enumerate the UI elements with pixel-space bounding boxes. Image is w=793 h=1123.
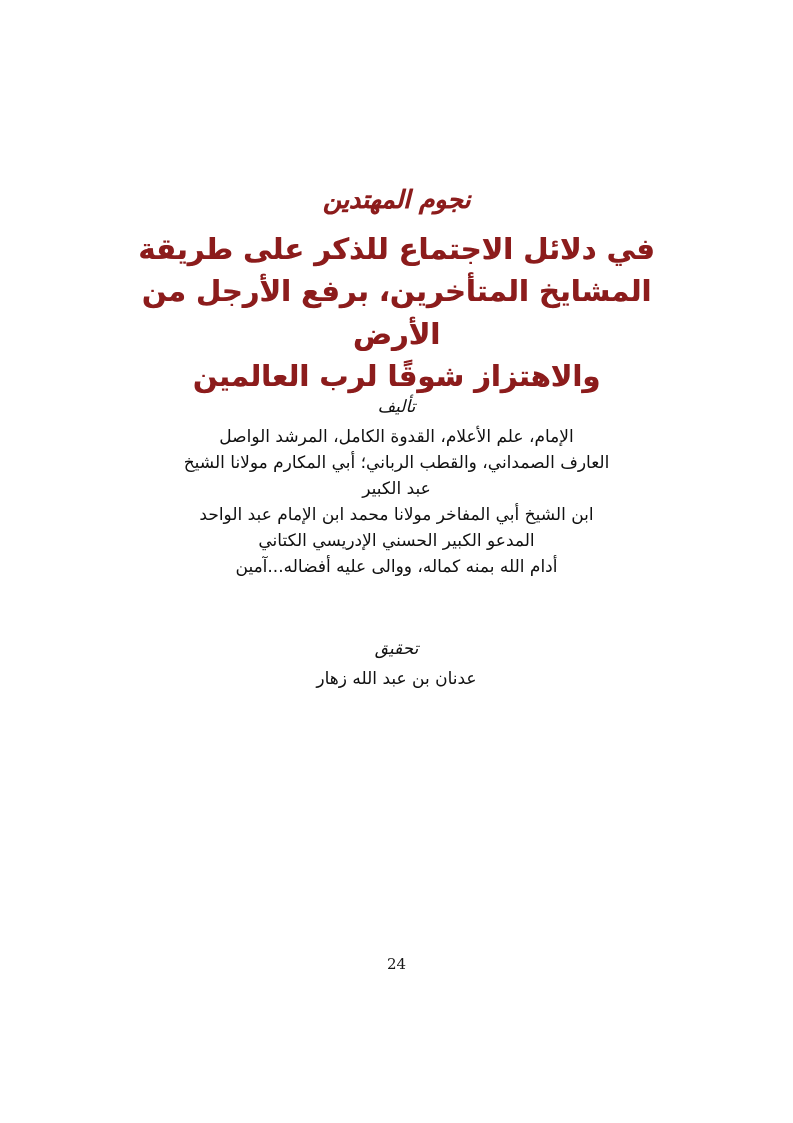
title-subtitle-line-2: المشايخ المتأخرين، برفع الأرجل من الأرض	[141, 274, 652, 351]
page-title: نجوم المهتدين	[322, 185, 471, 214]
author-block	[0, 396, 793, 580]
editor-name: عدنان بن عبد الله زهار	[316, 668, 477, 689]
author-line: عبد الكبير	[362, 478, 431, 499]
author-line: ابن الشيخ أبي المفاخر مولانا محمد ابن الإمام عبد الواحد	[199, 504, 594, 525]
title-block	[0, 186, 793, 398]
author-line: المدعو الكبير الحسني الإدريسي الكتاني	[258, 530, 535, 551]
editor-section-label: تحقيق	[374, 639, 419, 659]
page-number: 24	[386, 955, 407, 973]
editor-block	[0, 638, 793, 692]
author-section-label: تأليف	[377, 397, 416, 417]
author-line: أدام الله بمنه كماله، ووالى عليه أفضاله...آمين	[235, 556, 558, 577]
title-subtitle-line-1: في دلائل الاجتماع للذكر على طريقة	[138, 231, 655, 266]
author-line: الإمام، علم الأعلام، القدوة الكامل، المرشد الواصل	[219, 426, 574, 447]
title-subtitle-line-3: والاهتزاز شوقًا لرب العالمين	[192, 359, 601, 394]
author-line: العارف الصمداني، والقطب الرباني؛ أبي المكارم مولانا الشيخ	[183, 452, 610, 473]
